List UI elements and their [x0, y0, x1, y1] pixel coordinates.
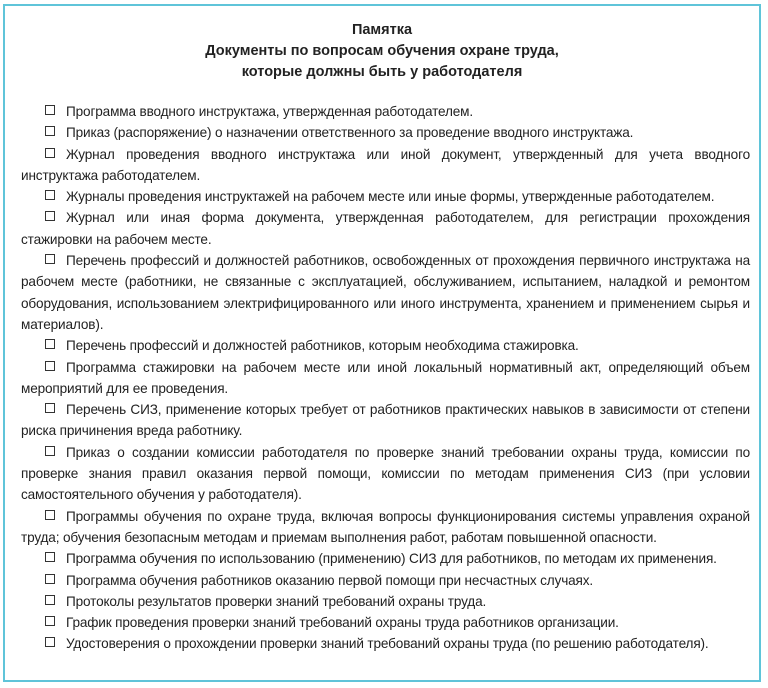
memo-title: Документы по вопросам обучения охране труда,: [205, 43, 559, 59]
checklist-item: [21, 548, 750, 569]
checkbox-icon: [45, 339, 55, 349]
checklist-item: [21, 122, 750, 143]
memo-frame: [3, 4, 761, 682]
memo-header: [5, 20, 759, 83]
memo-label: Памятка: [351, 22, 413, 38]
checkbox-icon: [45, 126, 55, 136]
checklist-item: [21, 399, 750, 442]
checklist-item: [21, 186, 750, 207]
checklist-item-text: Журнал или иная форма документа, утвержденная работодателем, для регистрации прохождения стажировки на рабочем месте.: [21, 210, 750, 247]
checklist-item-text: Перечень профессий и должностей работников, освобожденных от прохождения первичного инструктажа на рабочем месте (работники, не связанные с эксплуатацией, обслуживанием, испытанием, наладкой и ремонтом оборудования, использованием электрифицированного или иного инструмента, хранением и применением сырья и материалов).: [21, 253, 750, 332]
checklist-item: [21, 357, 750, 400]
checklist-item-text: Приказ (распоряжение) о назначении ответственного за проведение вводного инструктажа.: [66, 125, 634, 141]
checklist-item-text: Программа стажировки на рабочем месте или иной локальный нормативный акт, определяющий объем мероприятий для ее проведения.: [21, 359, 750, 396]
checklist-item-text: Программы обучения по охране труда, включая вопросы функционирования системы управления охраной труда; обучения безопасным методам и приемам выполнения работ, работам повышенной опасности.: [21, 508, 750, 545]
checklist-item-text: Программа обучения по использованию (применению) СИЗ для работников, по методам их применения.: [66, 551, 717, 567]
checkbox-icon: [45, 190, 55, 200]
memo-subtitle: которые должны быть у работодателя: [241, 64, 523, 80]
checklist-item: [21, 570, 750, 591]
checklist-item-text: Перечень профессий и должностей работников, которым необходима стажировка.: [66, 338, 579, 354]
checkbox-icon: [45, 574, 55, 584]
checkbox-icon: [45, 211, 55, 221]
checkbox-icon: [45, 637, 55, 647]
checklist-item-text: Журналы проведения инструктажей на рабочем месте или иные формы, утвержденные работодателем.: [66, 189, 715, 205]
checklist-item-text: Программа обучения работников оказанию первой помощи при несчастных случаях.: [66, 572, 594, 588]
checklist-item-text: Удостоверения о прохождении проверки знаний требований охраны труда (по решению работодателя).: [66, 636, 709, 652]
checklist-item-text: Приказ о создании комиссии работодателя по проверке знаний требовании охраны труда, комиссии по проверке знания правил оказания первой помощи, комиссии по методам применения СИЗ (при условии самостоятельного обучения у работодателя).: [21, 444, 750, 503]
checkbox-icon: [45, 403, 55, 413]
checkbox-icon: [45, 148, 55, 158]
checklist-item: [21, 506, 750, 549]
checklist-item-text: Протоколы результатов проверки знаний требований охраны труда.: [66, 593, 487, 609]
checkbox-icon: [45, 361, 55, 371]
checklist-item-text: Перечень СИЗ, применение которых требует от работников практических навыков в зависимости от степени риска причинения вреда работнику.: [21, 402, 750, 439]
checkbox-icon: [45, 616, 55, 626]
checkbox-icon: [45, 254, 55, 264]
checkbox-icon: [45, 105, 55, 115]
checkbox-icon: [45, 595, 55, 605]
checkbox-icon: [45, 510, 55, 520]
checklist-item-text: Журнал проведения вводного инструктажа или иной документ, утвержденный для учета вводного инструктажа работодателем.: [21, 146, 750, 183]
checklist-item: [21, 591, 750, 612]
checklist-item: [21, 250, 750, 335]
checklist-item: [21, 144, 750, 187]
checklist-item: [21, 633, 750, 654]
checkbox-icon: [45, 552, 55, 562]
checklist-item: [21, 101, 750, 122]
checklist-item: [21, 335, 750, 356]
checklist-item: [21, 442, 750, 506]
checklist-item-text: Программа вводного инструктажа, утвержденная работодателем.: [66, 104, 473, 119]
document-checklist: [5, 101, 759, 655]
checkbox-icon: [45, 446, 55, 456]
checklist-item: [21, 207, 750, 250]
checklist-item: [21, 612, 750, 633]
checklist-item-text: График проведения проверки знаний требований охраны труда работников организации.: [66, 615, 619, 631]
